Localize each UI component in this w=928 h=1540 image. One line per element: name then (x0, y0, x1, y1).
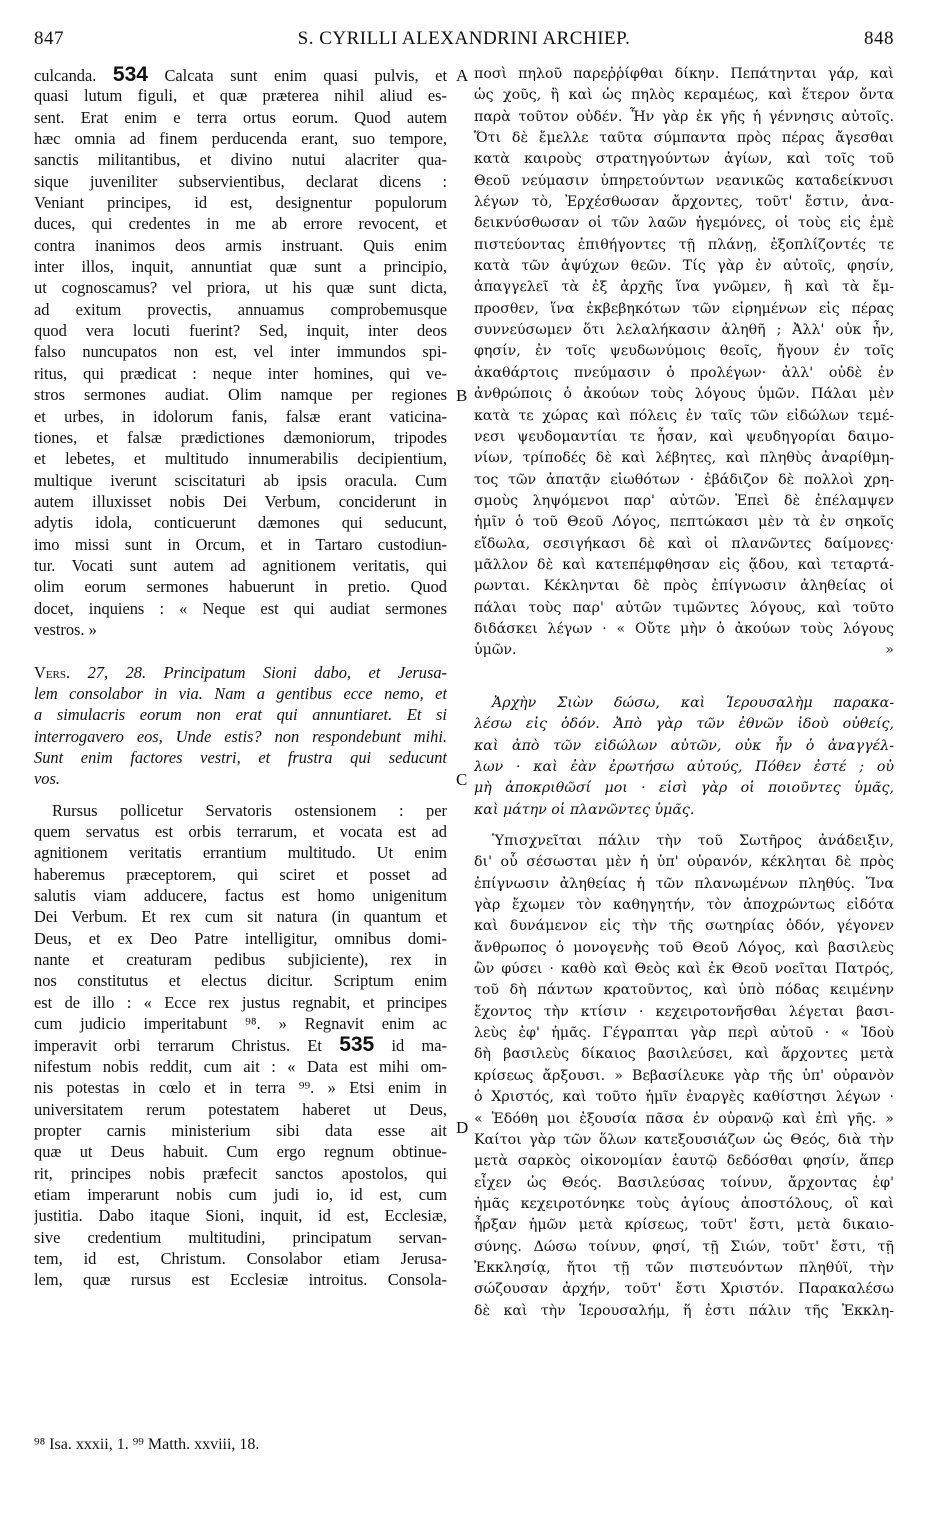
margin-mark-c: C (456, 770, 468, 789)
greek-line: μᾶλλον δὲ καὶ κατεπέμφθησαν εἰς ᾅδου, καὶ τεταρτά- (474, 556, 894, 573)
greek-line: συννεύσωμεν ὅτι λελαλήκασιν ἀληθῆ ; Ἀλλ' οὐκ ἦν, (474, 322, 894, 339)
latin-line: est de illo : « Ecce rex justus regnabit, et principes (34, 992, 447, 1012)
greek-line: σμοὺς ληψόμενοι παρ' αὐτῶν. Ἐπεὶ δὲ ἐπέλαμψεν (474, 492, 894, 509)
greek-line: ἐπίγνωσιν ἀληθείας ἡ τῶν πλανωμένων πληθύς. Ἵνα (474, 875, 894, 892)
latin-line: vestros. » (34, 619, 97, 639)
verse-line: Sunt enim factores vestri, et frustra qui seducunt (34, 748, 447, 767)
latin-line: sanctis militantibus, et divino nutui alacriter qua- (34, 150, 447, 170)
verse-line: lem consolabor in via. Nam a gentibus ecce nemo, et (34, 683, 447, 703)
greek-line (474, 662, 894, 683)
latin-line: lem, quæ rursus est Ecclesiæ introitus. Consola- (34, 1270, 447, 1290)
latin-line: tem, id est, Christum. Consolabor etiam Jerusa- (34, 1248, 447, 1268)
greek-line: δὴ βασιλεὺς δίκαιος βασιλεύσει, καὶ ἄρχοντες μετὰ (474, 1046, 894, 1063)
latin-line: agnitionem veritatis errantium multitudo. Ut enim (34, 843, 447, 863)
greek-line: σώζουσαν ἀρχήν, τοῦτ' ἔστι Χριστόν. Παρακαλέσω (474, 1281, 894, 1298)
greek-verse-line: μὴ ἀποκριθῶσί μοι · εἰσὶ γὰρ οἱ ποιοῦντες ὑμᾶς, (474, 780, 894, 797)
latin-line: imo missi sunt in Orcum, et in Tartaro custodiun- (34, 534, 447, 554)
greek-line: ἔχοντος τὴν κτίσιν · κεχειροτονῆσθαι λέγεται βασι- (474, 1003, 894, 1020)
greek-line: καὶ δυνάμενον εἰς τὴν τῆς σωτηρίας ὁδόν, γέγονεν (474, 918, 894, 935)
latin-line (34, 1291, 447, 1312)
greek-line: κατὰ τῶν ἀψύχων θεῶν. Τίς γὰρ ἐν αὐτοῖς, φησίν, (474, 258, 894, 275)
latin-line: et lebetes, et multitudo innumerabilis decipientium, (34, 449, 447, 469)
greek-line: σύνης. Δώσω τοίνυν, φησί, τῇ Σιών, τοῦτ' ἔστι, τῇ (474, 1238, 894, 1255)
latin-line: adytis idola, conticuerunt dæmones qui seducunt, (34, 513, 447, 533)
greek-line: ἡμᾶς κεχειροτόνηκε τοὺς ἁγίους ἀποστόλους, οἳ καὶ (474, 1195, 894, 1212)
greek-verse-line: λέσω εἰς ὁδόν. Ἀπὸ γὰρ τῶν ἐθνῶν ἰδοὺ οὐθείς, (474, 716, 894, 733)
greek-line: λεὺς ἐφ' ἡμᾶς. Γέγραπται γὰρ περὶ αὐτοῦ · « Ἰδοὺ (474, 1025, 894, 1042)
latin-line: stros sermones audiat. Olim namque per regiones (34, 385, 447, 405)
greek-line: διδάσκει λέγων · « Οὔτε μὴν ὁ ἀκούων τοὺς λόγους (474, 620, 894, 637)
greek-line: ἄνθρωπος ὁ μονογενὴς τοῦ Θεοῦ Λόγος, καὶ βασιλεὺς (474, 939, 894, 956)
greek-line: τος τῶν ἀπατᾷν εἰωθότων · ἐβάδιζον δὲ πολλοὶ χρη- (474, 471, 894, 488)
margin-mark-b: B (456, 386, 468, 405)
latin-line: quæ ut Deus habuit. Cum ergo regnum obtinue- (34, 1142, 447, 1162)
latin-line: nante et creaturam pedibus subjiciente), rex in (34, 950, 447, 970)
latin-line: quasi lutum figuli, et quæ præterea nihil aliud es- (34, 86, 447, 106)
greek-verse-line: καὶ ἀπὸ τῶν εἰδώλων αὐτῶν, οὐκ ἦν ὁ ἀναγγέλ- (474, 737, 894, 754)
greek-line: κρίσεως ἄρξουσι. » Βεβασίλευκε γὰρ τῆς ὑπ' οὐρανὸν (474, 1067, 894, 1084)
page-number-left: 847 (34, 28, 64, 49)
latin-line: tiones, et falsæ prædictiones dæmoniorum, tripodes (34, 427, 447, 447)
latin-line: tur. Vocati sunt autem ad agnitionem veritatis, qui (34, 555, 447, 575)
greek-line: φησίν, ἐν τοῖς ψευδωνύμοις θεοῖς, ἤγουν ἐν τοῖς (474, 343, 894, 360)
greek-line: δεικνύσθωσαν οἱ τῶν λαῶν ἡγεμόνες, οἱ τοὺς εἰς ἐμὲ (474, 215, 894, 232)
running-header (34, 28, 894, 54)
latin-line: universitatem rerum potestatem haberet ut Deus, (34, 1099, 447, 1119)
greek-line: ποσὶ πηλοῦ παρεῤῥίφθαι δίκην. Πεπάτηνται γάρ, καὶ (474, 66, 894, 82)
latin-line: ut cognoscamus? vel priora, ut his quæ sunt dicta, (34, 278, 447, 298)
latin-line: nos constitutus et electus dicitur. Scriptum enim (34, 971, 447, 991)
greek-line: ὁ Χριστός, καὶ τοῦτο ἡμῖν ἐναργὲς καθίστησι λέγων · (474, 1089, 894, 1106)
greek-line: προσθεν, ἵνα ἐκβεβηκότων τῶν εἰρημένων εἰς πέρας (474, 300, 894, 317)
greek-line: κατὰ καιροὺς στρατηγούντων ἁγίων, καὶ τοῖς τοῦ (474, 151, 894, 168)
greek-column (474, 64, 894, 1322)
latin-line: sent. Erat enim e terra ortus eorum. Quod autem (34, 107, 447, 127)
margin-mark-d: D (456, 1118, 469, 1137)
greek-line: ὢν φύσει · καθὸ καὶ Θεὸς καὶ ἐκ Θεοῦ νοεῖται Πατρός, (474, 961, 894, 978)
greek-line: εἴδωλα, σεσιγήκασι δὲ καὶ οἱ πλανῶντες δαίμονες· (474, 535, 894, 552)
latin-line: Rursus pollicetur Servatoris ostensionem : per (52, 800, 447, 820)
latin-line: nis potestas in cœlo et in terra ⁹⁹. » Etsi enim in (34, 1078, 447, 1098)
latin-line: nifestum nobis reddit, cum ait : « Data est mihi om- (34, 1056, 447, 1076)
latin-line: rit, principes nobis præfecit sanctos apostolos, qui (34, 1163, 447, 1183)
greek-line: τοῦ δὴ πάντων κρατοῦντος, καὶ ὑπὸ πόδας κειμένην (474, 982, 894, 999)
latin-line: sive credentium multitudini, principatum servan- (34, 1227, 447, 1247)
greek-line: Θεοῦ νεύμασιν ὑπηρετούντων νεανικῶς καταδείκνυσι (474, 172, 894, 189)
greek-line: Ἐκκλησίᾳ, ἤτοι τῇ τῶν πιστευόντων πληθύϊ, τὴν (474, 1259, 894, 1276)
running-title: S. CYRILLI ALEXANDRINI ARCHIEP. (297, 28, 631, 49)
latin-line: contra inanimos deos armis instruant. Quis enim (34, 235, 447, 255)
latin-line: autem illuxisset nobis Dei Verbum, conciderunt in (34, 491, 447, 511)
greek-line: εἶχεν ὡς Θεός. Βασιλεύσας τοίνυν, ἄρχοντας ἐφ' (474, 1174, 894, 1191)
greek-verse-line: καὶ μάτην οἱ πλανῶντες ὑμᾶς. (474, 801, 695, 818)
latin-line: cum judicio imperitabunt ⁹⁸. » Regnavit enim ac (34, 1014, 447, 1034)
greek-line: πάλαι τοὺς παρ' αὐτῶν τιμῶντες λόγους, καὶ τοῦτο (474, 599, 894, 616)
page-number-right: 848 (864, 28, 894, 49)
latin-line: etiam imperarunt nobis cum judi io, id est, cum (34, 1184, 447, 1204)
latin-line: ad exitum provectis, annuamus comprobemusque (34, 299, 447, 319)
greek-line: ὡς χοῦς, ἢ καὶ ὡς πηλὸς κεραμέως, καὶ ἕτερον ὄντα (474, 87, 894, 104)
greek-line: νεσι ψευδομαντίαι τε ἦσαν, καὶ ψευδηγορίαι δαιμο- (474, 428, 894, 445)
latin-line: Dei Verbum. Et rex cum sit natura (in quantum et (34, 907, 447, 927)
latin-line: haberemus præceptorem, qui sciret et posset ad (34, 864, 447, 884)
edition-page-marker: 534 (112, 64, 148, 86)
greek-line: ἦρξαν ἡμῶν μετὰ κρίσεως, τοῦτ' ἔστι, μετὰ δικαιο- (474, 1217, 894, 1234)
latin-line: propter carnis ministerium sibi data esse ait (34, 1120, 447, 1140)
greek-line: ἀπαγγελεῖ τὰ ἐξ ἀρχῆς ἵνα γνῶμεν, ἢ καὶ τὰ ἔμ- (474, 279, 894, 296)
greek-line: λέγων τὸ, Ἐρχέσθωσαν ἄρχοντες, τοῦτ' ἔστιν, ἀνα- (474, 194, 894, 211)
greek-line: παρὰ τοῦτον οὐδέν. Ἦν γὰρ ἐκ γῆς ἡ γέννησις αὐτοῖς. (474, 108, 894, 125)
verse-label: Vers. (34, 662, 71, 682)
latin-line: falso nuncupatos non est, vel inter immundos spi- (34, 342, 447, 362)
greek-line: ἀνθρώποις ὁ ἀκούων τοὺς λόγους ὑμῶν. Πάλαι μὲν (474, 386, 894, 403)
latin-line: justitia. Dabo itaque Sioni, inquit, id est, Ecclesiæ, (34, 1206, 447, 1226)
greek-line: νίων, τρίποδές δὲ καὶ λέβητες, καὶ πληθὺς ἀναρίθμη- (474, 450, 894, 467)
greek-line: πιστεύοντας ἐπιθήγοντες τῇ πλάνῃ, ἐξοπλίζοντές τε (474, 236, 894, 253)
latin-line: Veniant principes, id est, designentur populorum (34, 193, 447, 213)
latin-line: multique iverunt sciscitaturi ab ipsis oracula. Cum (34, 470, 447, 490)
verse-line: interrogavero eos, Unde estis? non respondebunt mihi. (34, 726, 447, 746)
latin-line: olim eorum sermones habuerunt in pretio. Quod (34, 577, 447, 597)
verse-heading: Vers. 27, 28. Principatum Sioni dabo, et Jerusa- (34, 662, 447, 682)
latin-line: ritus, qui prædicat : neque inter homines, qui ve- (34, 363, 447, 383)
greek-line: δὲ καὶ τὴν Ἱερουσαλήμ, ἥ ἐστι πάλιν τῆς Ἐκκλη- (474, 1302, 894, 1319)
greek-verse-line: Ἀρχὴν Σιὼν δώσω, καὶ Ἱερουσαλὴμ παρακα- (492, 694, 894, 711)
latin-column (34, 64, 447, 1312)
latin-line: inter illos, inquit, annuntiat quæ sunt a principio, (34, 257, 447, 277)
greek-line: Ὅτι δὲ ἔμελλε ταῦτα σύμπαντα πρὸς πέρας ἄγεσθαι (474, 130, 894, 147)
latin-line: culcanda. 534 Calcata sunt enim quasi pulvis, et (34, 64, 447, 86)
greek-line: « Ἐδόθη μοι ἐξουσία πᾶσα ἐν οὐρανῷ καὶ ἐπὶ γῆς. » (474, 1110, 894, 1127)
greek-line: Καίτοι γὰρ τῶν ὅλων κατεξουσιάζων ὡς Θεός, διὰ τὴν (474, 1131, 894, 1148)
greek-line: γὰρ ἔχωμεν τὸν καθηγητήν, τὸν ἀποχρώντως εἰδότα (474, 897, 894, 914)
verse-line: a simulacris eorum non erat qui annuntiaret. Et si (34, 705, 447, 725)
latin-line: docet, inquiens : « Neque est qui audiat sermones (34, 598, 447, 618)
greek-line: ὑμῶν. » (474, 642, 894, 659)
greek-line: κατὰ τε χώρας καὶ πόλεις ἐν ταῖς τῶν εἰδώλων τεμέ- (474, 407, 894, 424)
greek-line: δι' οὗ σέσωσται μὲν ἡ ὑπ' οὐρανόν, κέκληται δὲ πρὸς (474, 854, 894, 871)
greek-line: μετὰ σαρκὸς οἰκονομίαν ἑαυτῷ δεδόσθαι φησίν, ἅπερ (474, 1153, 894, 1170)
latin-line: salutis viam adducere, factus est homo unigenitum (34, 886, 447, 906)
greek-line: ἀκαθάρτοις πνεύμασιν ὁ προλέγων· ἀλλ' οὐδὲ ἐν (474, 364, 894, 381)
greek-verse-line: λων · καὶ ἐὰν ἐρωτήσω αὐτούς, Πόθεν ἐστέ ; οὐ (474, 759, 894, 775)
greek-line: ρωνται. Κέκληνται δὲ πρὸς ἐπίγνωσιν ἀληθείας οἱ (474, 578, 894, 595)
margin-mark-a: A (456, 66, 469, 85)
latin-line: quem servatus est orbis terrarum, et vocata est ad (34, 822, 447, 842)
edition-page-marker: 535 (339, 1034, 375, 1056)
latin-line: imperavit orbi terrarum Christus. Et 535 id ma- (34, 1034, 447, 1056)
latin-line: Deus, et ex Deo Patre intelligitur, omnibus domi- (34, 928, 447, 948)
latin-line: quod vera locuti fuerint? Sed, inquit, inter deos (34, 321, 447, 341)
latin-line: duces, qui credentes in me ab errore revocent, et (34, 214, 447, 234)
latin-line: sique juveniliter subservientibus, declarat dicens : (34, 171, 447, 191)
latin-line: et urbes, in idolorum fanis, falsæ erant vaticina- (34, 406, 447, 426)
latin-line: hæc omnia ad finem perducenda erant, suo tempore, (34, 129, 447, 149)
verse-line: vos. (34, 769, 60, 789)
greek-line: ἡμῖν ὁ τοῦ Θεοῦ Λόγος, πεπτώκασι μὲν τὰ ἐν σηκοῖς (474, 514, 894, 531)
greek-line: Ὑπισχνεῖται πάλιν τὴν τοῦ Σωτῆρος ἀνάδειξιν, (492, 833, 894, 850)
footnotes: ⁹⁸ Isa. xxxii, 1. ⁹⁹ Matth. xxviii, 18. (34, 1436, 260, 1453)
